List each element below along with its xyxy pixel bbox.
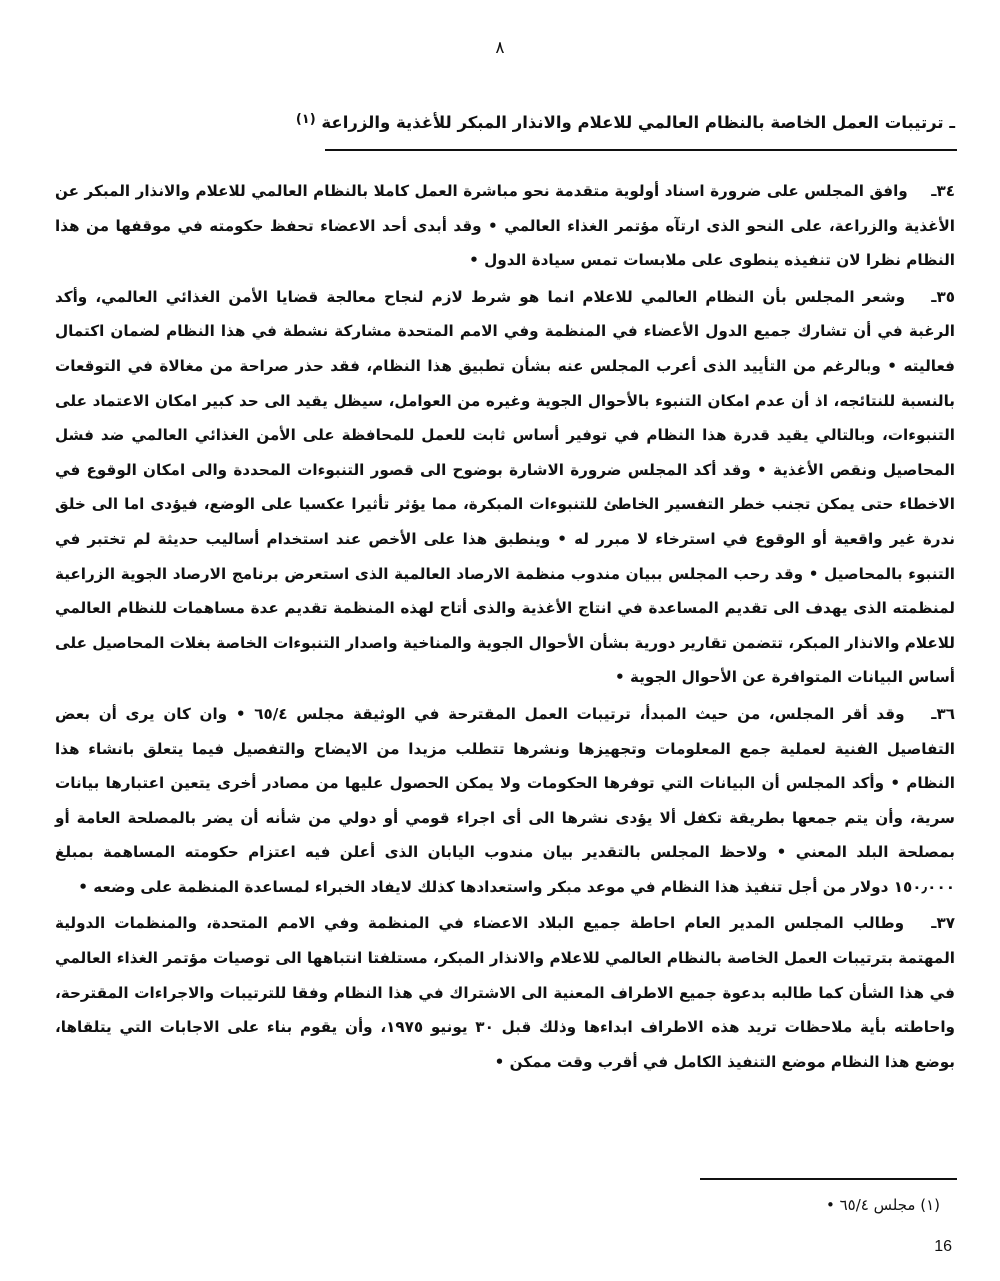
- paragraph-number: ٣٥ـ: [931, 287, 955, 306]
- section-heading: [295, 112, 955, 132]
- heading-footnote-ref: (١): [295, 112, 316, 127]
- paragraph-37: [55, 906, 955, 1079]
- paragraph-36: [55, 697, 955, 905]
- paragraph-34: [55, 174, 955, 278]
- paragraph-text: وقد أقر المجلس، من حيث المبدأ، ترتيبات العمل المقترحة في الوثيقة مجلس ٦٥/٤ • وان كان يرى أن بعض التفاصيل الفنية لعملية جمع المعلومات وتجهيزها ونشرها تتطلب مزيدا من الايضاح والتفصيل فيما يتعلق بانشاء هذا النظام • وأكد المجلس أن البيانات التي توفرها الحكومات ولا يمكن الحصول عليها من مصادر أخرى يتعين اعتبارها بيانات سرية، وأن يتم جمعها بطريقة تكفل ألا يؤدى نشرها الى أى اجراء قومي أو دولي من شأنه أن يضر بالمصلحة العامة أو بمصلحة البلد المعني • ولاحظ المجلس بالتقدير بيان مندوب اليابان الذى أعلن فيه اعتزام حكومته المساهمة بمبلغ ١٥٠٫٠٠٠ دولار من أجل تنفيذ هذا النظام في موعد مبكر واستعدادها كذلك لايفاد الخبراء لمساعدة المنظمة على وضعه •: [55, 704, 955, 896]
- paragraph-number: ٣٤ـ: [931, 182, 955, 200]
- footnote: [826, 1196, 940, 1214]
- document-body: [55, 174, 955, 1081]
- footnote-separator: [700, 1178, 957, 1180]
- heading-underline: [325, 149, 957, 151]
- paragraph-number: ٣٦ـ: [931, 704, 955, 723]
- paragraph-text: وشعر المجلس بأن النظام العالمي للاعلام انما هو شرط لازم لنجاح معالجة قضايا الأمن الغذائي العالمي، وأكد الرغبة في أن تشارك جميع الدول الأعضاء في المنظمة وفي الامم المتحدة مشاركة نشطة في هذا النظام لضمان اكتمال فعاليته • وبالرغم من التأييد الذى أعرب المجلس عنه بشأن تطبيق هذا النظام، فقد حذر صراحة من مغالاة في التوقعات بالنسبة للنتائجه، اذ أن عدم امكان التنبوء بالأحوال الجوية وغيره من العوامل، سيظل يقيد الى حد كبير امكان الاعتماد على التنبوءات، وبالتالي يقيد قدرة هذا النظام في توفير أساس ثابت للعمل للمحافظة على الأمن الغذائي العالمي ضد فشل المحاصيل ونقص الأغذية • وقد أكد المجلس ضرورة الاشارة بوضوح الى قصور التنبوءات المحددة والى امكان الوقوع في الاخطاء حتى يمكن تجنب خطر التفسير الخاطئ للتنبوءات المبكرة، مما يؤثر تأثيرا عكسيا على الوضع، فيؤدى اما الى خلق ندرة غير واقعية أو الوقوع في استرخاء لا مبرر له • وينطبق هذا على الأخص عند استخدام أساليب حديثة لم تختبر في التنبوء بالمحاصيل • وقد رحب المجلس ببيان مندوب منظمة الارصاد العالمية الذى استعرض برنامج الارصاد الجوية الزراعية لمنظمته الذى يهدف الى تقديم المساعدة في انتاج الأغذية والذى أتاح لهذه المنظمة تقديم عدة مساهمات للنظام العالمي للاعلام والانذار المبكر، تتضمن تقارير دورية بشأن الأحوال الجوية والمناخية واصدار التنبوءات الخاصة بغلات المحاصيل على أساس البيانات المتوافرة عن الأحوال الجوية •: [55, 287, 955, 687]
- heading-dash: ـ: [949, 113, 955, 132]
- paragraph-text: وطالب المجلس المدير العام احاطة جميع البلاد الاعضاء في المنظمة وفي الامم المتحدة، والمنظمات الدولية المهتمة بترتيبات العمل الخاصة بالنظام العالمي للاعلام والانذار المبكر، مستلفتا انتباهها الى توصيات مؤتمر الغذاء العالمي في هذا الشأن كما طالبه بدعوة جميع الاطراف المعنية الى الاشتراك في هذا النظام وفقا للترتيبات والاجراءات المقترحة، واحاطته بأية ملاحظات تريد هذه الاطراف ابداءها وذلك قبل ٣٠ يونيو ١٩٧٥، وأن يقوم بناء على الاجابات التي يتلقاها، بوضع هذا النظام موضع التنفيذ الكامل في أقرب وقت ممكن •: [55, 914, 956, 1071]
- paragraph-text: وافق المجلس على ضرورة اسناد أولوية متقدمة نحو مباشرة العمل كاملا بالنظام العالمي للاعلام والانذار المبكر عن الأغذية والزراعة، على النحو الذى ارتآه مؤتمر الغذاء العالمي • وقد أبدى أحد الاعضاء تحفظ حكومته في موقفها من هذا النظام نظرا لان تنفيذه ينطوى على ملابسات تمس سيادة الدول •: [55, 182, 955, 270]
- page-number-bottom: 16: [934, 1238, 952, 1255]
- paragraph-number: ٣٧ـ: [931, 914, 955, 933]
- paragraph-35: [55, 280, 955, 695]
- footnote-text: مجلس ٦٥/٤ •: [826, 1196, 916, 1214]
- heading-title: ترتيبات العمل الخاصة بالنظام العالمي للاعلام والانذار المبكر للأغذية والزراعة: [321, 113, 944, 132]
- page-number-top: ٨: [495, 38, 505, 58]
- footnote-marker: (١): [920, 1196, 940, 1214]
